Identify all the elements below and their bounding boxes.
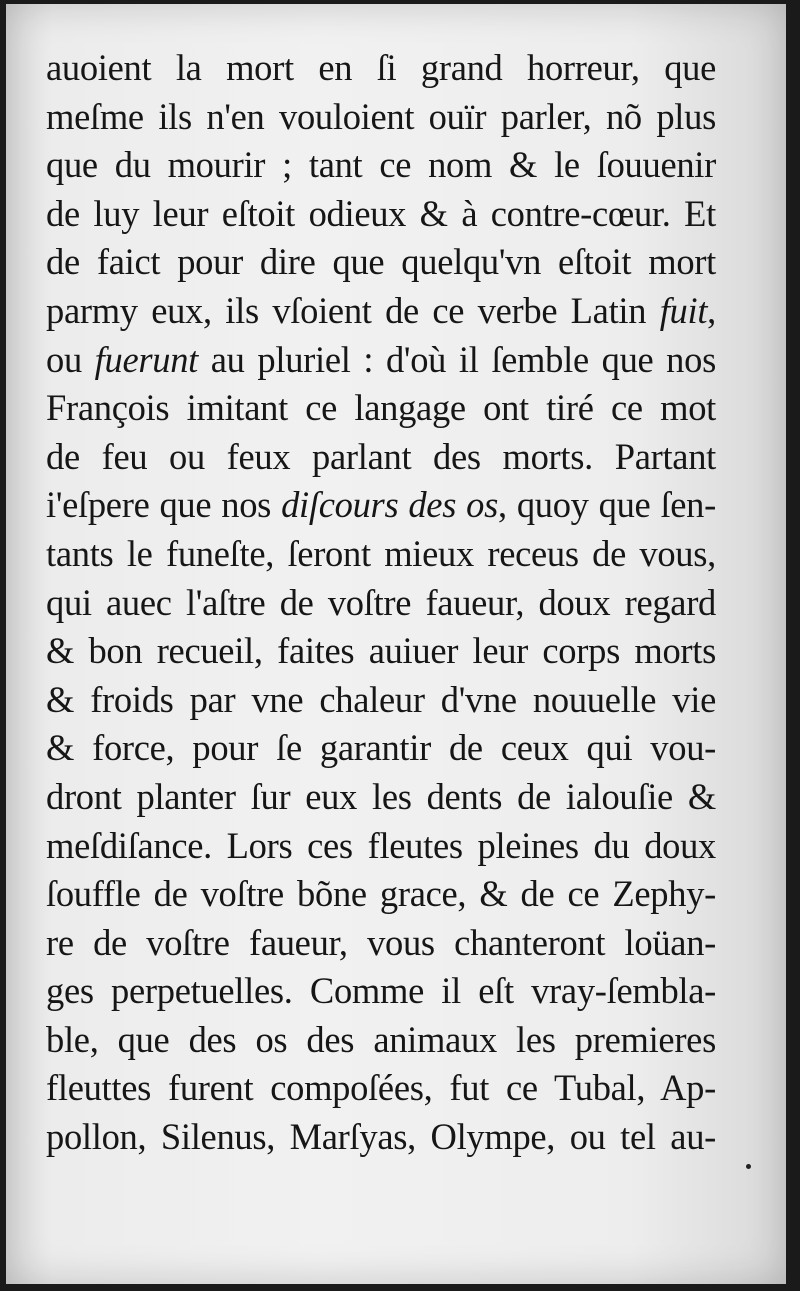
- text-line-12: qui auec l'aſtre de voſtre faueur, doux regard: [46, 581, 716, 623]
- text-line-2: meſme ils n'en vouloient ouïr parler, nõ plus: [46, 95, 716, 137]
- text-line-7: ou fuerunt au pluriel : d'où il ſemble que nos: [46, 338, 716, 380]
- text-line-11: tants le funeſte, ſeront mieux receus de vous,: [46, 532, 716, 574]
- book-page: [6, 4, 786, 1284]
- text-line-22: fleuttes furent compoſées, fut ce Tubal, Ap-: [46, 1067, 716, 1109]
- text-line-9: de feu ou feux parlant des morts. Partant: [46, 435, 716, 477]
- text-line-4: de luy leur eſtoit odieux & à contre-cœur. Et: [46, 192, 716, 234]
- text-line-21: ble, que des os des animaux les premieres: [46, 1018, 716, 1060]
- ink-speck: [746, 1164, 751, 1169]
- text-line-18: ſouffle de voſtre bõne grace, & de ce Zephy-: [46, 873, 716, 915]
- text-line-5: de faict pour dire que quelqu'vn eſtoit mort: [46, 241, 716, 283]
- text-line-23: pollon, Silenus, Marſyas, Olympe, ou tel au-: [46, 1116, 716, 1158]
- text-line-19: re de voſtre faueur, vous chanteront loüan-: [46, 921, 716, 963]
- text-line-17: meſdiſance. Lors ces fleutes pleines du doux: [46, 824, 716, 866]
- body-text: [46, 44, 716, 1162]
- text-line-14: & froids par vne chaleur d'vne nouuelle vie: [46, 678, 716, 720]
- text-line-16: dront planter ſur eux les dents de ialouſie &: [46, 775, 716, 817]
- text-line-8: François imitant ce langage ont tiré ce mot: [46, 387, 716, 429]
- text-line-1: auoient la mort en ſi grand horreur, que: [46, 47, 716, 88]
- text-line-15: & force, pour ſe garantir de ceux qui vou-: [46, 727, 716, 769]
- text-line-10: i'eſpere que nos diſcours des os, quoy que ſen-: [46, 484, 716, 526]
- text-line-6: parmy eux, ils vſoient de ce verbe Latin fuit,: [46, 289, 716, 331]
- text-line-13: & bon recueil, faites auiuer leur corps morts: [46, 630, 716, 672]
- text-line-3: que du mourir ; tant ce nom & le ſouuenir: [46, 144, 716, 186]
- text-line-20: ges perpetuelles. Comme il eſt vray-ſembla-: [46, 970, 716, 1012]
